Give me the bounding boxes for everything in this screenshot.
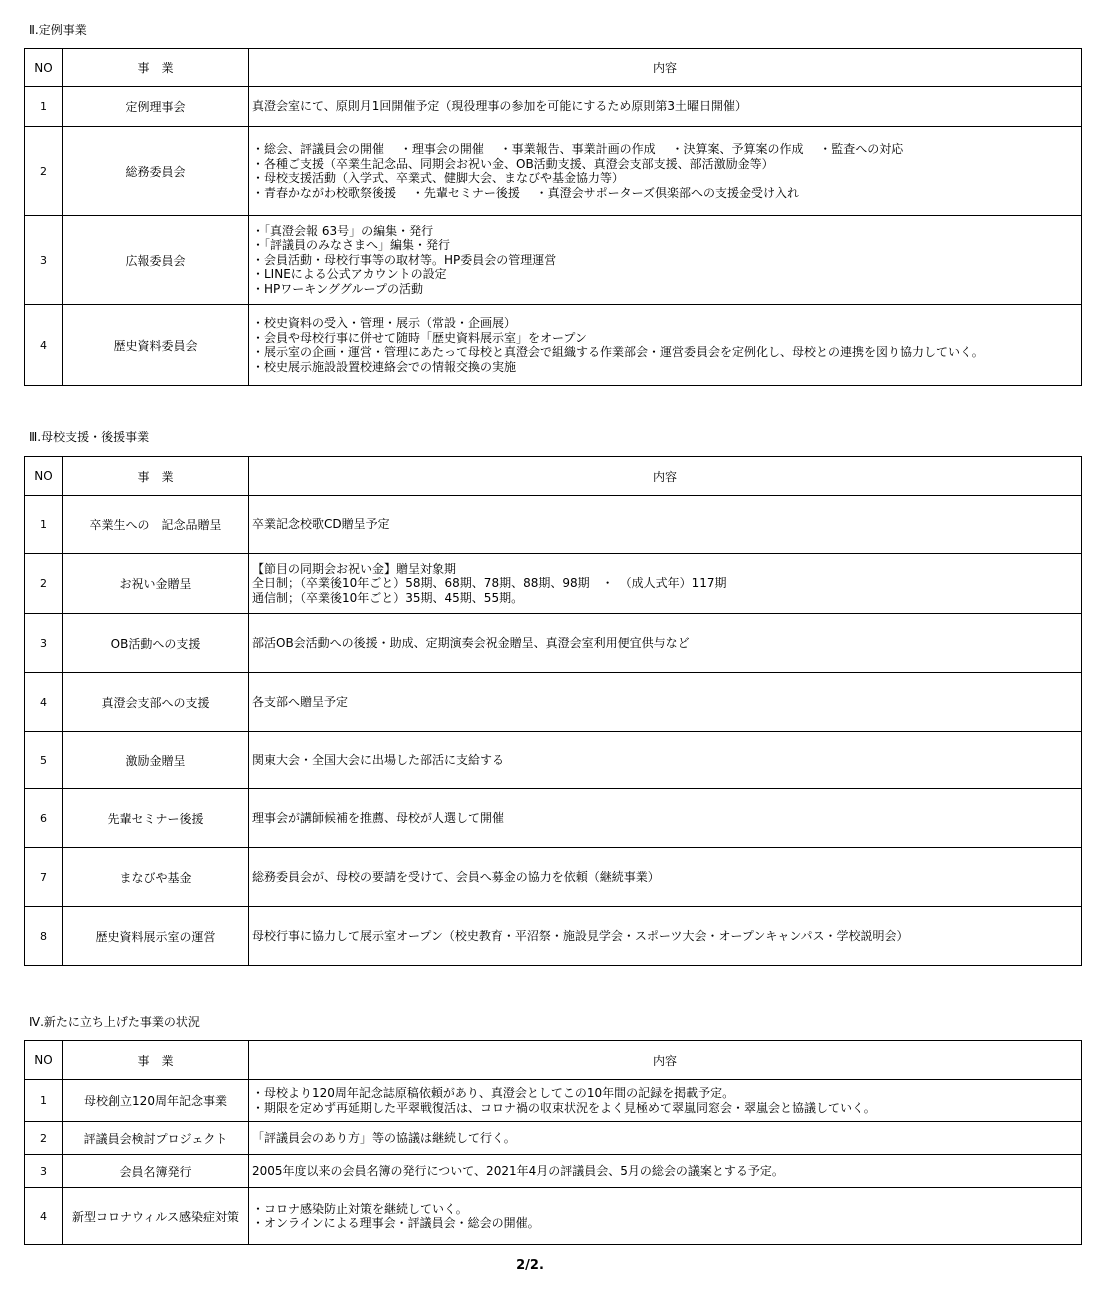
business-name: 評議員会検討プロジェクト	[63, 1122, 249, 1155]
header-content: 内容	[249, 49, 1082, 87]
table-row	[25, 216, 1082, 305]
content-line: 総務委員会が、母校の要請を受けて、会員へ募金の協力を依頼（継続事業）	[252, 869, 660, 884]
business-name: 真澄会支部への支援	[63, 673, 249, 732]
business-name: 定例理事会	[63, 87, 249, 127]
business-name: お祝い金贈呈	[63, 554, 249, 614]
row-number: 3	[25, 216, 63, 305]
business-content	[249, 1188, 1082, 1245]
row-number: 1	[25, 496, 63, 554]
business-content	[249, 554, 1082, 614]
business-name: 総務委員会	[63, 127, 249, 216]
content-line: ・母校支援活動（入学式、卒業式、健脚大会、まなびや基金協力等）	[252, 171, 625, 185]
business-name: 母校創立120周年記念事業	[63, 1080, 249, 1122]
row-number: 3	[25, 1155, 63, 1188]
header-no: NO	[25, 49, 63, 87]
business-name: 歴史資料展示室の運営	[63, 907, 249, 966]
business-content	[249, 673, 1082, 732]
content-line: 理事会が講師候補を推薦、母校が人選して開催	[252, 810, 505, 825]
content-line: ・期限を定めず再延期した平翠戦復活は、コロナ禍の収束状況をよく見極めて翠嵐同窓会・翠嵐会と協議していく。	[252, 1100, 876, 1115]
row-number: 6	[25, 789, 63, 848]
business-name: 会員名簿発行	[63, 1155, 249, 1188]
header-business: 事 業	[63, 49, 249, 87]
business-content	[249, 848, 1082, 907]
business-name: 先輩セミナー後援	[63, 789, 249, 848]
table-row	[25, 1155, 1082, 1188]
row-number: 8	[25, 907, 63, 966]
content-line: 部活OB会活動への後援・助成、定期演奏会祝金贈呈、真澄会室利用便宜供与など	[252, 635, 690, 650]
table-row	[25, 789, 1082, 848]
row-number: 4	[25, 305, 63, 386]
content-line: ・校史資料の受入・管理・展示（常設・企画展）	[252, 316, 517, 330]
content-line: 全日制；（卒業後10年ごと）58期、68期、78期、88期、98期 ・ （成人式年）117期	[252, 576, 727, 591]
business-content	[249, 1122, 1082, 1155]
business-content	[249, 789, 1082, 848]
content-line: ・オンラインによる理事会・評議員会・総会の開催。	[252, 1216, 540, 1230]
business-content	[249, 1080, 1082, 1122]
row-number: 1	[25, 1080, 63, 1122]
business-content	[249, 496, 1082, 554]
table-row	[25, 1080, 1082, 1122]
row-number: 4	[25, 1188, 63, 1245]
business-content	[249, 127, 1082, 216]
table-row	[25, 673, 1082, 732]
business-content	[249, 732, 1082, 789]
content-line: ・校史展示施設設置校連絡会での情報交換の実施	[252, 359, 517, 374]
table-row	[25, 1188, 1082, 1245]
row-number: 4	[25, 673, 63, 732]
business-content	[249, 305, 1082, 386]
content-line: 通信制；（卒業後10年ごと）35期、45期、55期。	[252, 590, 524, 605]
content-line: ・青春かながわ校歌祭後援 ・先輩セミナー後援 ・真澄会サポーターズ倶楽部への支援金受け入れ	[252, 185, 800, 200]
row-number: 2	[25, 1122, 63, 1155]
table-row	[25, 907, 1082, 966]
content-line: ・「真澄会報 63号」の編集・発行	[252, 223, 434, 238]
row-number: 5	[25, 732, 63, 789]
content-line: ・会員や母校行事に併せて随時「歴史資料展示室」をオープン	[252, 330, 587, 345]
new-projects-table	[24, 1040, 1082, 1245]
header-business: 事 業	[63, 1041, 249, 1080]
row-number: 7	[25, 848, 63, 907]
table-row	[25, 127, 1082, 216]
business-name: OB活動への支援	[63, 614, 249, 673]
section-title: Ⅳ.新たに立ち上げた事業の状況	[29, 1015, 200, 1029]
business-name: 卒業生への 記念品贈呈	[63, 496, 249, 554]
header-content: 内容	[249, 1041, 1082, 1080]
content-line: ・コロナ感染防止対策を継続していく。	[252, 1201, 468, 1216]
content-line: 各支部へ贈呈予定	[252, 694, 349, 709]
business-content	[249, 216, 1082, 305]
content-line: 母校行事に協力して展示室オープン（校史教育・平沼祭・施設見学会・スポーツ大会・オープンキャンパス・学校説明会）	[252, 928, 909, 943]
business-content	[249, 87, 1082, 127]
business-name: 歴史資料委員会	[63, 305, 249, 386]
content-line: 真澄会室にて、原則月1回開催予定（現役理事の参加を可能にするため原則第3土曜日開催）	[252, 99, 748, 114]
row-number: 2	[25, 554, 63, 614]
row-number: 1	[25, 87, 63, 127]
content-line: 卒業記念校歌CD贈呈予定	[252, 517, 390, 532]
content-line: ・「評議員のみなさまへ」編集・発行	[252, 238, 451, 253]
section-title: Ⅱ.定例事業	[29, 23, 87, 37]
content-line: ・LINEによる公式アカウントの設定	[252, 267, 447, 282]
content-line: ・HPワーキンググループの活動	[252, 281, 423, 296]
business-name: まなびや基金	[63, 848, 249, 907]
content-line: 「評議員会のあり方」等の協議は継続して行く。	[252, 1130, 516, 1145]
table-row	[25, 305, 1082, 386]
page-number: 2/2.	[516, 1258, 544, 1273]
table-row	[25, 554, 1082, 614]
table-row	[25, 732, 1082, 789]
content-line: ・母校より120周年記念誌原稿依頼があり、真澄会としてこの10年間の記録を掲載予定。	[252, 1086, 735, 1100]
business-content	[249, 907, 1082, 966]
header-business: 事 業	[63, 457, 249, 496]
regular-business-table	[24, 48, 1082, 386]
business-name: 激励金贈呈	[63, 732, 249, 789]
business-content	[249, 1155, 1082, 1188]
table-row	[25, 87, 1082, 127]
header-content: 内容	[249, 457, 1082, 496]
content-line: ・各種ご支援（卒業生記念品、同期会お祝い金、OB活動支援、真澄会支部支援、部活激励金等）	[252, 156, 774, 171]
business-name: 新型コロナウィルス感染症対策	[63, 1188, 249, 1245]
content-line: ・展示室の企画・運営・管理にあたって母校と真澄会で組織する作業部会・運営委員会を定例化し、母校との連携を図り協力していく。	[252, 345, 984, 359]
table-row	[25, 614, 1082, 673]
header-no: NO	[25, 1041, 63, 1080]
row-number: 3	[25, 614, 63, 673]
business-name: 広報委員会	[63, 216, 249, 305]
content-line: 関東大会・全国大会に出場した部活に支給する	[252, 752, 505, 767]
school-support-table	[24, 456, 1082, 966]
table-row	[25, 496, 1082, 554]
content-line: 【節目の同期会お祝い金】贈呈対象期	[252, 561, 457, 576]
business-content	[249, 614, 1082, 673]
section-title: Ⅲ.母校支援・後援事業	[29, 430, 150, 444]
table-row	[25, 1122, 1082, 1155]
table-row	[25, 848, 1082, 907]
content-line: 2005年度以来の会員名簿の発行について、2021年4月の評議員会、5月の総会の議案とする予定。	[252, 1163, 784, 1178]
content-line: ・会員活動・母校行事等の取材等。HP委員会の管理運営	[252, 252, 557, 267]
content-line: ・総会、評議員会の開催 ・理事会の開催 ・事業報告、事業計画の作成 ・決算案、予算案の作成 ・監査への対応	[252, 142, 904, 156]
row-number: 2	[25, 127, 63, 216]
header-no: NO	[25, 457, 63, 496]
